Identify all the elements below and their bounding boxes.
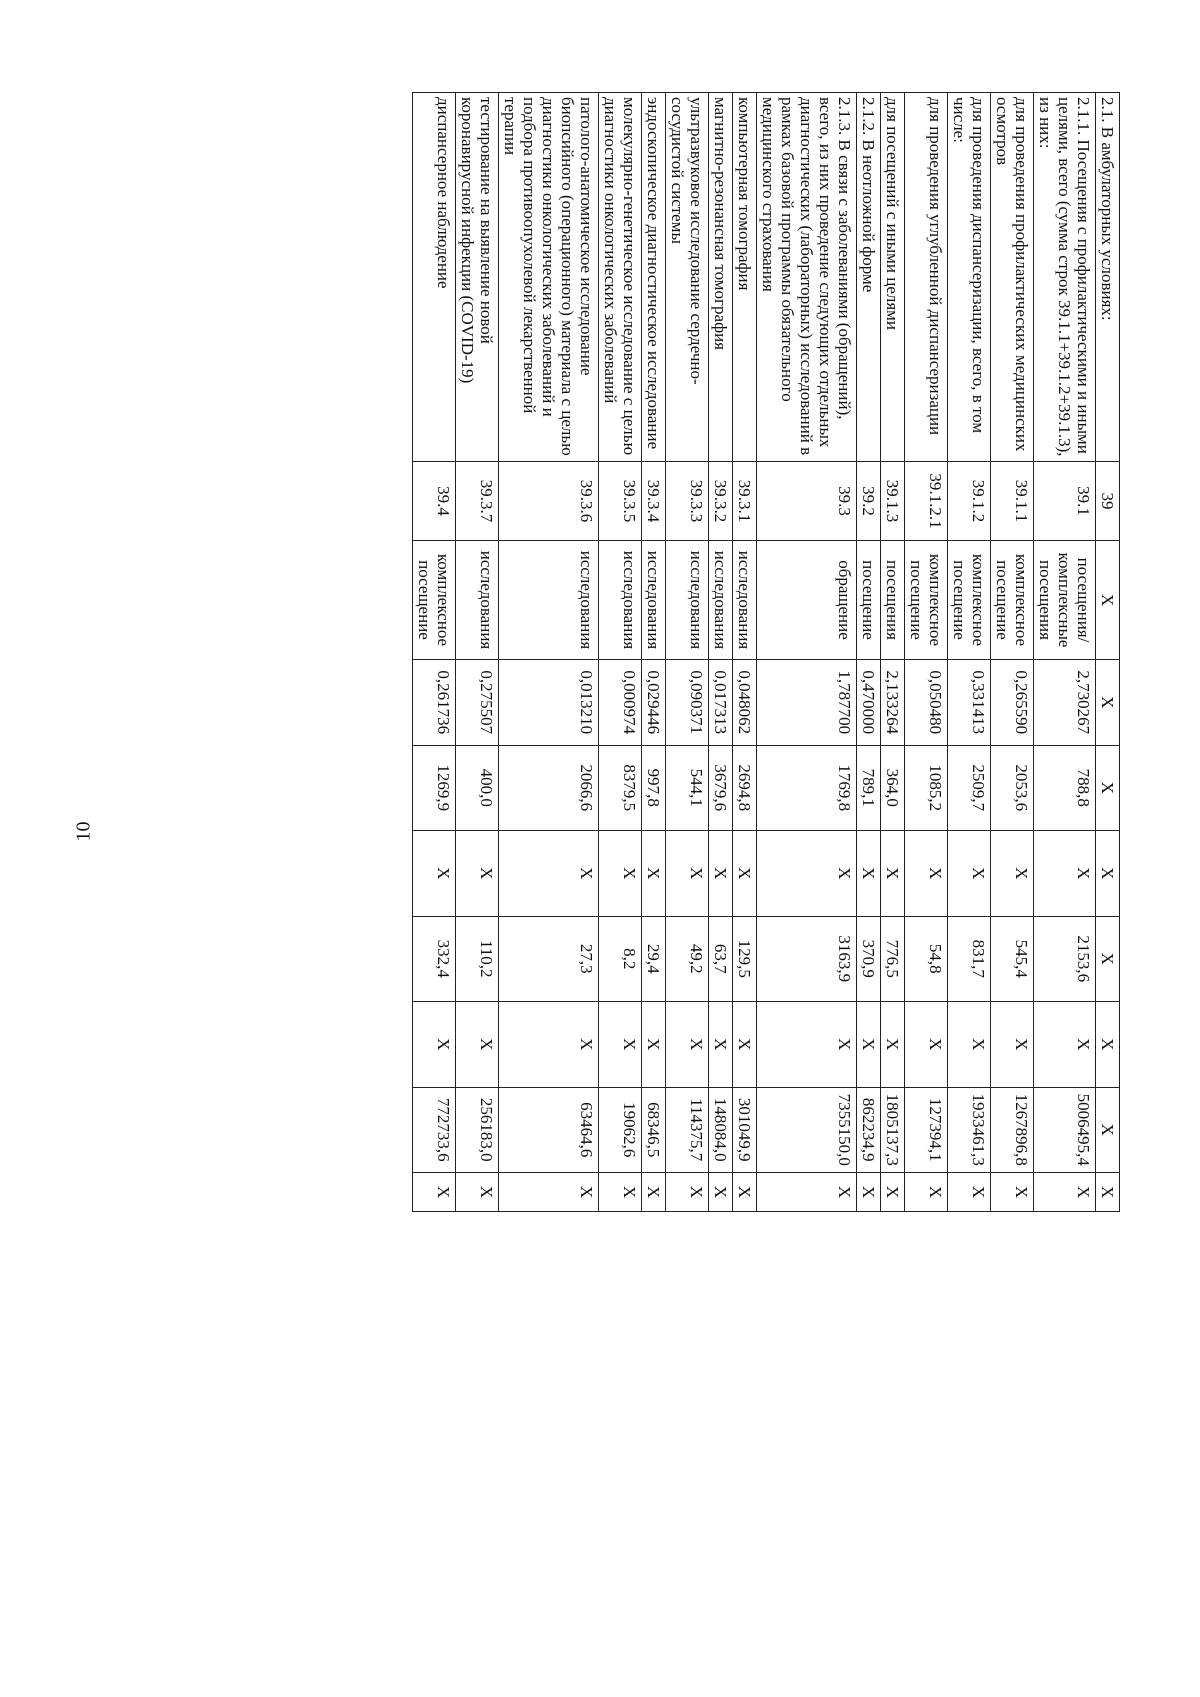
unit-cell: исследования [599,541,642,660]
row-number-cell: 39.1.2 [948,462,991,541]
table-row [881,93,905,1212]
value-cell: 772733,6 [413,1087,456,1173]
value-cell: 776,5 [881,916,905,1002]
value-cell: 1085,2 [905,745,948,831]
table-row [456,93,499,1212]
row-number-cell: 39.2 [857,462,881,541]
unit-cell: комплексное посещение [991,541,1034,660]
value-cell: Х [733,1173,757,1212]
unit-cell: исследования [709,541,733,660]
table-row [948,93,991,1212]
value-cell: Х [666,1173,709,1212]
value-cell: 0,050480 [905,660,948,746]
value-cell: 2694,8 [733,745,757,831]
value-cell: Х [1034,831,1096,917]
row-name-cell: компьютерная томография [733,93,757,462]
value-cell: 3679,6 [709,745,733,831]
value-cell: 2,730267 [1034,660,1096,746]
unit-cell: комплексное посещение [948,541,991,660]
value-cell: 789,1 [857,745,881,831]
value-cell: 49,2 [666,916,709,1002]
value-cell: 0,000974 [599,660,642,746]
value-cell: Х [499,1002,599,1088]
row-number-cell: 39.3.5 [599,462,642,541]
value-cell: Х [948,831,991,917]
value-cell: 110,2 [456,916,499,1002]
row-name-cell: для проведения углубленной диспансеризации [905,93,948,462]
row-number-cell: 39.3.6 [499,462,599,541]
value-cell: 400,0 [456,745,499,831]
value-cell: Х [413,1173,456,1212]
value-cell: 332,4 [413,916,456,1002]
row-number-cell: 39.4 [413,462,456,541]
value-cell: Х [599,831,642,917]
row-number-cell: 39.3.1 [733,462,757,541]
row-name-cell: диспансерное наблюдение [413,93,456,462]
value-cell: 2053,6 [991,745,1034,831]
value-cell: 545,4 [991,916,1034,1002]
unit-cell: Х [1096,541,1120,660]
row-number-cell: 39.1.1 [991,462,1034,541]
unit-cell: исследования [733,541,757,660]
row-name-cell: 2.1. В амбулаторных условиях: [1096,93,1120,462]
unit-cell: посещения [881,541,905,660]
value-cell: 2153,6 [1034,916,1096,1002]
value-cell: Х [857,831,881,917]
row-name-cell: 2.1.1. Посещения с профилактическими и иными целями, всего (сумма строк 39.1.1+39.1.2+39.1.3), из них: [1034,93,1096,462]
value-cell: 68346,5 [642,1087,666,1173]
value-cell: Х [456,1173,499,1212]
value-cell: 1,787700 [757,660,857,746]
row-number-cell: 39.3.7 [456,462,499,541]
value-cell: 0,048062 [733,660,757,746]
unit-cell: исследования [499,541,599,660]
row-name-cell: для проведения диспансеризации, всего, в том числе: [948,93,991,462]
value-cell: 27,3 [499,916,599,1002]
table-row [413,93,456,1212]
table-row [709,93,733,1212]
value-cell: Х [599,1173,642,1212]
value-cell: 0,013210 [499,660,599,746]
value-cell: 19062,6 [599,1087,642,1173]
value-cell: 29,4 [642,916,666,1002]
value-cell: 301049,9 [733,1087,757,1173]
table-row [733,93,757,1212]
row-number-cell: 39.3.2 [709,462,733,541]
table-row [1034,93,1096,1212]
table-row [599,93,642,1212]
row-name-cell: ультразвуковое исследование сердечно-сосудистой системы [666,93,709,462]
value-cell: 129,5 [733,916,757,1002]
value-cell: Х [499,831,599,917]
table-body [413,93,1120,1212]
value-cell: Х [642,831,666,917]
value-cell: 1805137,3 [881,1087,905,1173]
row-name-cell: магнитно-резонансная томография [709,93,733,462]
value-cell: 0,017313 [709,660,733,746]
value-cell: Х [991,1173,1034,1212]
value-cell: 0,275507 [456,660,499,746]
unit-cell: комплексное посещение [413,541,456,660]
value-cell: 5006495,4 [1034,1087,1096,1173]
value-cell: Х [757,831,857,917]
value-cell: Х [709,1002,733,1088]
value-cell: Х [642,1173,666,1212]
table-row [499,93,599,1212]
row-name-cell: молекулярно-генетическое исследование с целью диагностики онкологических заболеваний [599,93,642,462]
value-cell: 997,8 [642,745,666,831]
value-cell: Х [1096,660,1120,746]
value-cell: Х [642,1002,666,1088]
page-number: 10 [72,821,95,842]
value-cell: 3163,9 [757,916,857,1002]
unit-cell: исследования [666,541,709,660]
row-number-cell: 39.3.3 [666,462,709,541]
value-cell: Х [1096,1087,1120,1173]
value-cell: Х [1096,1002,1120,1088]
row-name-cell: для посещений с иными целями [881,93,905,462]
value-cell: Х [456,831,499,917]
value-cell: Х [991,831,1034,917]
value-cell: Х [499,1173,599,1212]
unit-cell: посещение [857,541,881,660]
value-cell: 370,9 [857,916,881,1002]
row-name-cell: для проведения профилактических медицинских осмотров [991,93,1034,462]
value-cell: Х [666,831,709,917]
unit-cell: обращение [757,541,857,660]
row-name-cell: тестирование на выявление новой коронавирусной инфекции (COVID-19) [456,93,499,462]
value-cell: Х [991,1002,1034,1088]
value-cell: Х [881,1173,905,1212]
unit-cell: исследования [642,541,666,660]
value-cell: Х [881,831,905,917]
value-cell: Х [948,1002,991,1088]
value-cell: 364,0 [881,745,905,831]
value-cell: Х [857,1002,881,1088]
table-row [857,93,881,1212]
value-cell: Х [757,1002,857,1088]
value-cell: 63464,6 [499,1087,599,1173]
value-cell: 0,470000 [857,660,881,746]
value-cell: 0,029446 [642,660,666,746]
value-cell: Х [456,1002,499,1088]
value-cell: 114375,7 [666,1087,709,1173]
unit-cell: комплексное посещение [905,541,948,660]
row-name-cell: 2.1.2. В неотложной форме [857,93,881,462]
row-name-cell: эндоскопическое диагностическое исследование [642,93,666,462]
value-cell: 1769,8 [757,745,857,831]
value-cell: 2,133264 [881,660,905,746]
row-number-cell: 39.1.3 [881,462,905,541]
value-cell: 256183,0 [456,1087,499,1173]
value-cell: Х [905,1173,948,1212]
row-number-cell: 39.1.2.1 [905,462,948,541]
value-cell: 2066,6 [499,745,599,831]
table-row [991,93,1034,1212]
value-cell: 1267896,8 [991,1087,1034,1173]
value-cell: Х [1096,1173,1120,1212]
value-cell: 8379,5 [599,745,642,831]
value-cell: Х [757,1173,857,1212]
value-cell: 127394,1 [905,1087,948,1173]
cost-table [412,92,1120,1212]
unit-cell: посещения/ комплексные посещения [1034,541,1096,660]
value-cell: Х [1034,1173,1096,1212]
value-cell: Х [413,1002,456,1088]
unit-cell: исследования [456,541,499,660]
row-name-cell: 2.1.3. В связи с заболеваниями (обращений), всего, из них проведение следующих отдельных диагностических (лабораторных) исследований в рамках базовой программы обязательного медицинского страхования [757,93,857,462]
table-row [642,93,666,1212]
value-cell: 54,8 [905,916,948,1002]
row-number-cell: 39 [1096,462,1120,541]
value-cell: Х [1096,831,1120,917]
value-cell: Х [881,1002,905,1088]
value-cell: Х [733,831,757,917]
value-cell: 862234,9 [857,1087,881,1173]
value-cell: 0,261736 [413,660,456,746]
value-cell: Х [1096,745,1120,831]
table-row [666,93,709,1212]
value-cell: Х [905,831,948,917]
value-cell: 0,265590 [991,660,1034,746]
value-cell: 788,8 [1034,745,1096,831]
value-cell: 831,7 [948,916,991,1002]
value-cell: Х [709,831,733,917]
value-cell: 148084,0 [709,1087,733,1173]
value-cell: Х [905,1002,948,1088]
value-cell: 8,2 [599,916,642,1002]
value-cell: Х [413,831,456,917]
value-cell: 0,331413 [948,660,991,746]
value-cell: 1269,9 [413,745,456,831]
value-cell: Х [709,1173,733,1212]
row-number-cell: 39.3 [757,462,857,541]
value-cell: 2509,7 [948,745,991,831]
rotated-table-wrapper [412,92,1120,1212]
value-cell: 544,1 [666,745,709,831]
value-cell: Х [1096,916,1120,1002]
row-number-cell: 39.1 [1034,462,1096,541]
value-cell: 0,090371 [666,660,709,746]
value-cell: 7355150,0 [757,1087,857,1173]
value-cell: 1933461,3 [948,1087,991,1173]
value-cell: Х [857,1173,881,1212]
row-number-cell: 39.3.4 [642,462,666,541]
value-cell: Х [599,1002,642,1088]
value-cell: Х [666,1002,709,1088]
value-cell: Х [733,1002,757,1088]
row-name-cell: патолого-анатомическое исследование биопсийного (операционного) материала с целью диагностики онкологических заболеваний и подбора противоопухолевой лекарственной терапии [499,93,599,462]
table-row [905,93,948,1212]
value-cell: Х [948,1173,991,1212]
table-row [1096,93,1120,1212]
table-row [757,93,857,1212]
value-cell: 63,7 [709,916,733,1002]
value-cell: Х [1034,1002,1096,1088]
